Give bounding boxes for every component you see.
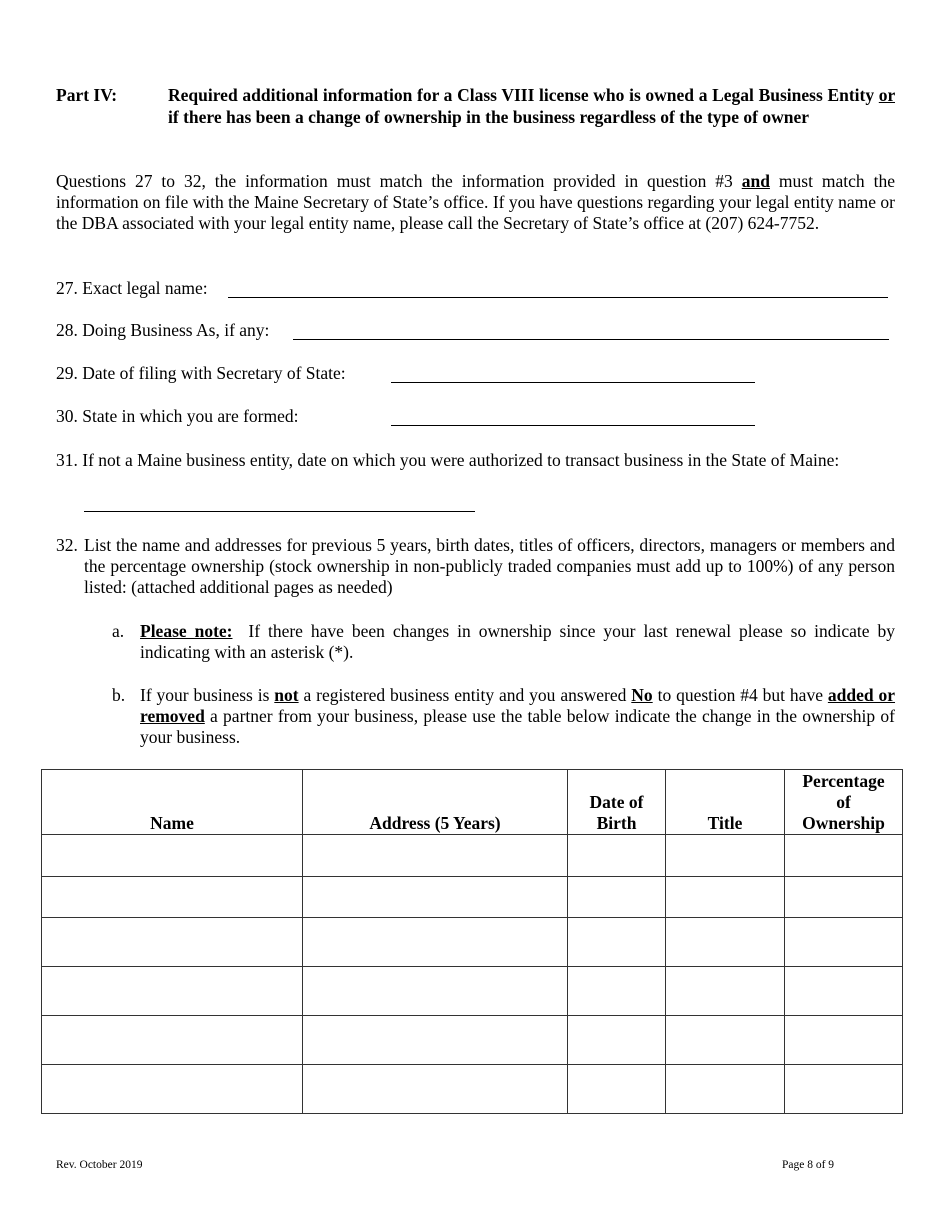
q27-label: 27. Exact legal name: <box>56 278 208 298</box>
table-header-row <box>42 770 903 835</box>
note-a-text <box>140 621 900 663</box>
note-b-not: not <box>274 685 299 705</box>
cell-percentage[interactable] <box>785 835 903 877</box>
cell-name[interactable] <box>42 1065 303 1114</box>
note-b-text <box>140 685 895 748</box>
note-a-marker: a. <box>112 621 125 641</box>
note-b-part-2: a registered business entity and you answered <box>298 685 632 705</box>
intro-and: and <box>741 171 770 191</box>
q30-state-field[interactable] <box>391 425 755 426</box>
part-heading-or: or <box>878 85 895 105</box>
part-heading-text-2: if there has been a change of ownership in the business regardless of the type of owner <box>168 106 810 127</box>
table-row <box>42 918 903 967</box>
cell-address[interactable] <box>303 877 568 918</box>
q32-number: 32. <box>56 535 78 555</box>
table-row <box>42 1016 903 1065</box>
note-b-part-4: a partner from your business, please use the table below indicate the change in the ownership of your business. <box>140 706 895 747</box>
cell-name[interactable] <box>42 1016 303 1065</box>
cell-address[interactable] <box>303 1065 568 1114</box>
cell-percentage[interactable] <box>785 918 903 967</box>
q29-label: 29. Date of filing with Secretary of State: <box>56 363 346 383</box>
ownership-table <box>41 769 903 1114</box>
footer-revision: Rev. October 2019 <box>56 1159 143 1171</box>
cell-title[interactable] <box>666 877 785 918</box>
cell-dob[interactable] <box>568 877 666 918</box>
intro-text-1: Questions 27 to 32, the information must match the information provided in question #3 <box>56 171 742 191</box>
cell-dob[interactable] <box>568 967 666 1016</box>
part-heading <box>168 85 895 128</box>
header-dob: Date of Birth <box>568 770 666 835</box>
cell-dob[interactable] <box>568 1065 666 1114</box>
cell-name[interactable] <box>42 967 303 1016</box>
footer-page-number: Page 8 of 9 <box>782 1159 835 1171</box>
note-b-marker: b. <box>112 685 126 705</box>
header-name: Name <box>42 770 303 835</box>
q29-filing-date-field[interactable] <box>391 382 755 383</box>
cell-percentage[interactable] <box>785 967 903 1016</box>
note-b-part-3: to question #4 but have <box>652 685 828 705</box>
part-label: Part IV: <box>56 85 118 105</box>
cell-address[interactable] <box>303 918 568 967</box>
header-address: Address (5 Years) <box>303 770 568 835</box>
q28-dba-field[interactable] <box>293 339 889 340</box>
table-row <box>42 835 903 877</box>
note-a-body: If there have been changes in ownership since your last renewal please so indicate by indicating with an asterisk (*). <box>140 621 900 662</box>
q31-label: 31. If not a Maine business entity, date on which you were authorized to transact business in the State of Maine: <box>56 450 840 470</box>
part-heading-text-1: Required additional information for a Class VIII license who is owned a Legal Business Entity <box>168 85 879 105</box>
q27-legal-name-field[interactable] <box>228 297 888 298</box>
note-b-added: added or removed <box>140 685 896 726</box>
cell-address[interactable] <box>303 1016 568 1065</box>
cell-title[interactable] <box>666 918 785 967</box>
cell-address[interactable] <box>303 967 568 1016</box>
cell-dob[interactable] <box>568 1016 666 1065</box>
header-title: Title <box>666 770 785 835</box>
cell-name[interactable] <box>42 835 303 877</box>
cell-percentage[interactable] <box>785 1065 903 1114</box>
table-row <box>42 967 903 1016</box>
header-percentage: Percentage of Ownership <box>785 770 903 835</box>
cell-title[interactable] <box>666 1065 785 1114</box>
intro-text-2: must match the information on file with the Maine Secretary of State’s office. If you have questions regarding your legal entity name or the DBA associated with your legal entity name, please call the Secretary of State’s office at (207) 624-7752. <box>56 171 895 233</box>
note-b-part-1: If your business is <box>140 685 275 705</box>
q31-authorized-date-field[interactable] <box>84 511 475 512</box>
cell-name[interactable] <box>42 918 303 967</box>
q32-text: List the name and addresses for previous 5 years, birth dates, titles of officers, directors, managers or members and the percentage ownership (stock ownership in non-publicly traded companies must add up to 100%) of any person listed: (attached additional pages as needed) <box>84 535 895 597</box>
cell-address[interactable] <box>303 835 568 877</box>
cell-percentage[interactable] <box>785 1016 903 1065</box>
note-b-no: No <box>631 685 653 705</box>
cell-name[interactable] <box>42 877 303 918</box>
note-a-bold: Please note: <box>140 621 233 641</box>
cell-title[interactable] <box>666 1016 785 1065</box>
table-row <box>42 1065 903 1114</box>
cell-title[interactable] <box>666 835 785 877</box>
cell-title[interactable] <box>666 967 785 1016</box>
cell-dob[interactable] <box>568 918 666 967</box>
table-row <box>42 877 903 918</box>
intro-paragraph <box>56 171 895 234</box>
cell-percentage[interactable] <box>785 877 903 918</box>
q30-label: 30. State in which you are formed: <box>56 406 299 426</box>
cell-dob[interactable] <box>568 835 666 877</box>
q28-label: 28. Doing Business As, if any: <box>56 320 270 340</box>
